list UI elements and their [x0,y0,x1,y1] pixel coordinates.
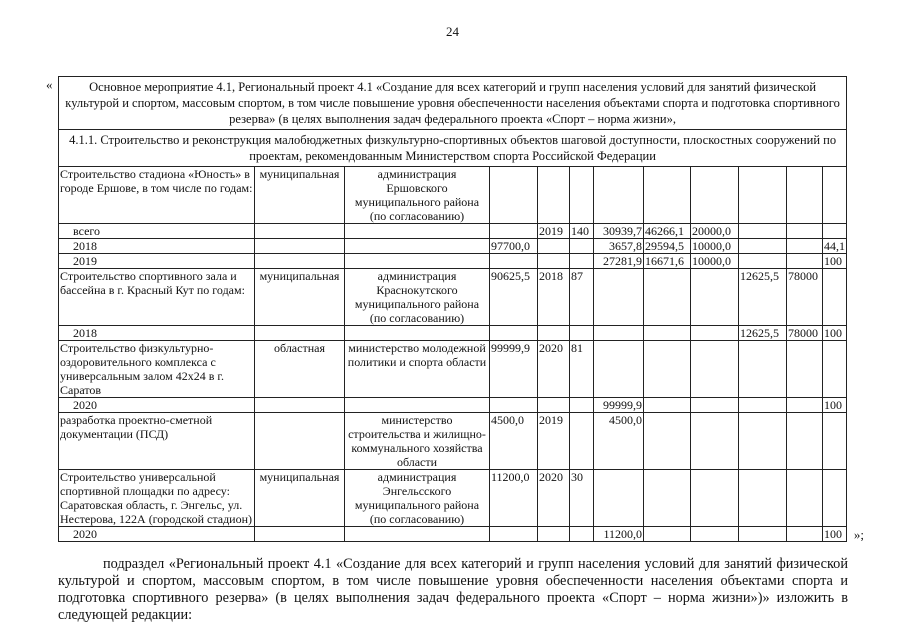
table-cell [787,413,823,470]
table-cell [739,167,787,224]
table-row [59,341,847,398]
table-cell [255,527,345,542]
table-cell: 2020 [538,341,570,398]
table-cell: 2018 [538,269,570,326]
table-cell: 2019 [59,254,255,269]
table-cell: областная [255,341,345,398]
table-cell [345,527,490,542]
table-cell [594,341,644,398]
table-cell [490,326,538,341]
table-cell [739,527,787,542]
table-cell [538,167,570,224]
table-cell [787,527,823,542]
table-cell: 10000,0 [691,239,739,254]
table-cell [594,269,644,326]
table-cell [691,527,739,542]
table-row [59,239,847,254]
table-cell [787,470,823,527]
table-cell: 10000,0 [691,254,739,269]
table-cell: 30 [570,470,594,527]
table-cell [345,254,490,269]
table-cell: Строительство физкультурно-оздоровительного комплекса с универсальным залом 42х24 в г. Саратов [59,341,255,398]
table-cell [739,239,787,254]
table-cell [644,398,691,413]
table-cell [787,167,823,224]
table-cell [255,326,345,341]
table-cell: 3657,8 [594,239,644,254]
table-cell: 78000 [787,326,823,341]
table-cell: разработка проектно-сметной документации (ПСД) [59,413,255,470]
table-cell [691,167,739,224]
table-cell [345,239,490,254]
table-cell [570,398,594,413]
table-cell: 100 [823,254,847,269]
table-cell: 140 [570,224,594,239]
table-cell [739,341,787,398]
table-cell [823,167,847,224]
table-cell: 4500,0 [490,413,538,470]
table-cell: администрация Энгельсского муниципального района (по согласованию) [345,470,490,527]
subsection-header: 4.1.1. Строительство и реконструкция малобюджетных физкультурно-спортивных объектов шаговой доступности, плоскостных сооружений по проектам, рекомендованным Министерством спорта Российской Федерации [59,130,847,167]
table-cell [538,254,570,269]
table-cell: 12625,5 [739,269,787,326]
table-cell [739,470,787,527]
table-cell [787,224,823,239]
table-cell [691,470,739,527]
table-cell: Строительство стадиона «Юность» в городе Ершове, в том числе по годам: [59,167,255,224]
table-row [59,224,847,239]
program-table [58,76,847,542]
table-cell [691,326,739,341]
table-cell [490,527,538,542]
table-row [59,326,847,341]
table-cell: 100 [823,326,847,341]
table-cell [570,167,594,224]
table-cell: 20000,0 [691,224,739,239]
table-cell [739,254,787,269]
table-cell [823,413,847,470]
table-cell [787,341,823,398]
table-cell: 11200,0 [594,527,644,542]
table-cell [594,326,644,341]
table-cell: 30939,7 [594,224,644,239]
table-cell: муниципальная [255,167,345,224]
table-cell [823,269,847,326]
table-cell [570,326,594,341]
table-wrapper [46,76,864,542]
table-cell [255,239,345,254]
table-cell [570,413,594,470]
table-cell [490,224,538,239]
table-cell: 100 [823,398,847,413]
table-cell [345,398,490,413]
table-cell [345,224,490,239]
table-cell [538,326,570,341]
table-cell: министерство строительства и жилищно-коммунального хозяйства области [345,413,490,470]
table-cell: Строительство универсальной спортивной площадки по адресу: Саратовская область, г. Энгельс, ул. Нестерова, 122А (городской стадион) [59,470,255,527]
table-cell [787,398,823,413]
table-cell [739,413,787,470]
section-header: Основное мероприятие 4.1, Региональный проект 4.1 «Создание для всех категорий и групп населения условий для занятий физической культурой и спортом, массовым спортом, в том числе повышение уровня обеспеченности населения объектами спорта и подготовка спортивного резерва» (в целях выполнения задач федерального проекта «Спорт – норма жизни», [59,77,847,130]
table-cell: 78000 [787,269,823,326]
table-cell: 99999,9 [594,398,644,413]
table-cell: 16671,6 [644,254,691,269]
table-cell: 44,1 [824,239,845,253]
table-cell: 2019 [538,413,570,470]
table-cell [823,341,847,398]
table-cell: 11200,0 [490,470,538,527]
paragraph-text: подраздел «Региональный проект 4.1 «Создание для всех категорий и групп населения условий для занятий физической культурой и спортом, массовым спортом, в том числе повышение уровня обеспеченности населения объектами спорта и подготовка спортивного резерва» (в целях выполнения задач федерального проекта «Спорт – норма жизни»)» изложить в следующей редакции: [58,556,848,623]
table-cell [490,254,538,269]
table-cell: 87 [570,269,594,326]
table-cell [644,341,691,398]
table-cell: министерство молодежной политики и спорта области [345,341,490,398]
table-row [59,413,847,470]
table-cell: 2020 [538,470,570,527]
table-cell: 46266,1 [644,224,691,239]
table-cell: администрация Краснокутского муниципального района (по согласованию) [345,269,490,326]
table-cell [644,470,691,527]
table-cell [255,413,345,470]
table-cell [739,224,787,239]
table-cell: 2018 [59,239,255,254]
table-row [59,398,847,413]
table-row [59,269,847,326]
table-cell [538,239,570,254]
table-cell: 99999,9 [490,341,538,398]
table-cell [538,527,570,542]
table-cell [823,470,847,527]
table-cell [345,326,490,341]
table-cell: 27281,9 [594,254,644,269]
table-cell [570,254,594,269]
body-paragraph [58,556,848,624]
table-row [59,470,847,527]
table-cell [255,224,345,239]
table-cell: 4500,0 [594,413,644,470]
table-cell [255,254,345,269]
table-cell: 2018 [59,326,255,341]
table-cell [644,413,691,470]
table-cell [570,527,594,542]
table-cell: 2019 [538,224,570,239]
table-row [59,254,847,269]
table-cell [787,239,823,254]
table-cell: 2020 [59,527,255,542]
table-cell [570,239,594,254]
table-cell [691,413,739,470]
table-cell [739,398,787,413]
table-cell [255,398,345,413]
table-cell: всего [59,224,255,239]
open-quote: « [46,77,53,92]
page-number: 24 [446,24,459,39]
table-cell [594,470,644,527]
table-cell: Строительство спортивного зала и бассейна в г. Красный Кут по годам: [59,269,255,326]
table-cell: 29594,5 [644,239,691,254]
table-row [59,167,847,224]
table-cell: 97700,0 [490,239,538,254]
table-cell [538,398,570,413]
table-cell: 2020 [59,398,255,413]
table-cell [644,326,691,341]
table-cell [594,167,644,224]
close-quote: »; [853,527,864,542]
table-cell [490,167,538,224]
table-cell [644,527,691,542]
table-cell [644,167,691,224]
table-cell [691,341,739,398]
table-cell: муниципальная [255,269,345,326]
table-cell [490,398,538,413]
table-cell: 12625,5 [739,326,787,341]
table-cell: 81 [570,341,594,398]
table-row [59,527,847,542]
table-cell [691,269,739,326]
table-cell [787,254,823,269]
table-cell [644,269,691,326]
table-cell: администрация Ершовского муниципального района (по согласованию) [345,167,490,224]
table-cell [691,398,739,413]
table-cell: 90625,5 [490,269,538,326]
table-cell: муниципальная [255,470,345,527]
table-cell [823,224,847,239]
table-cell: 100 [823,527,847,542]
